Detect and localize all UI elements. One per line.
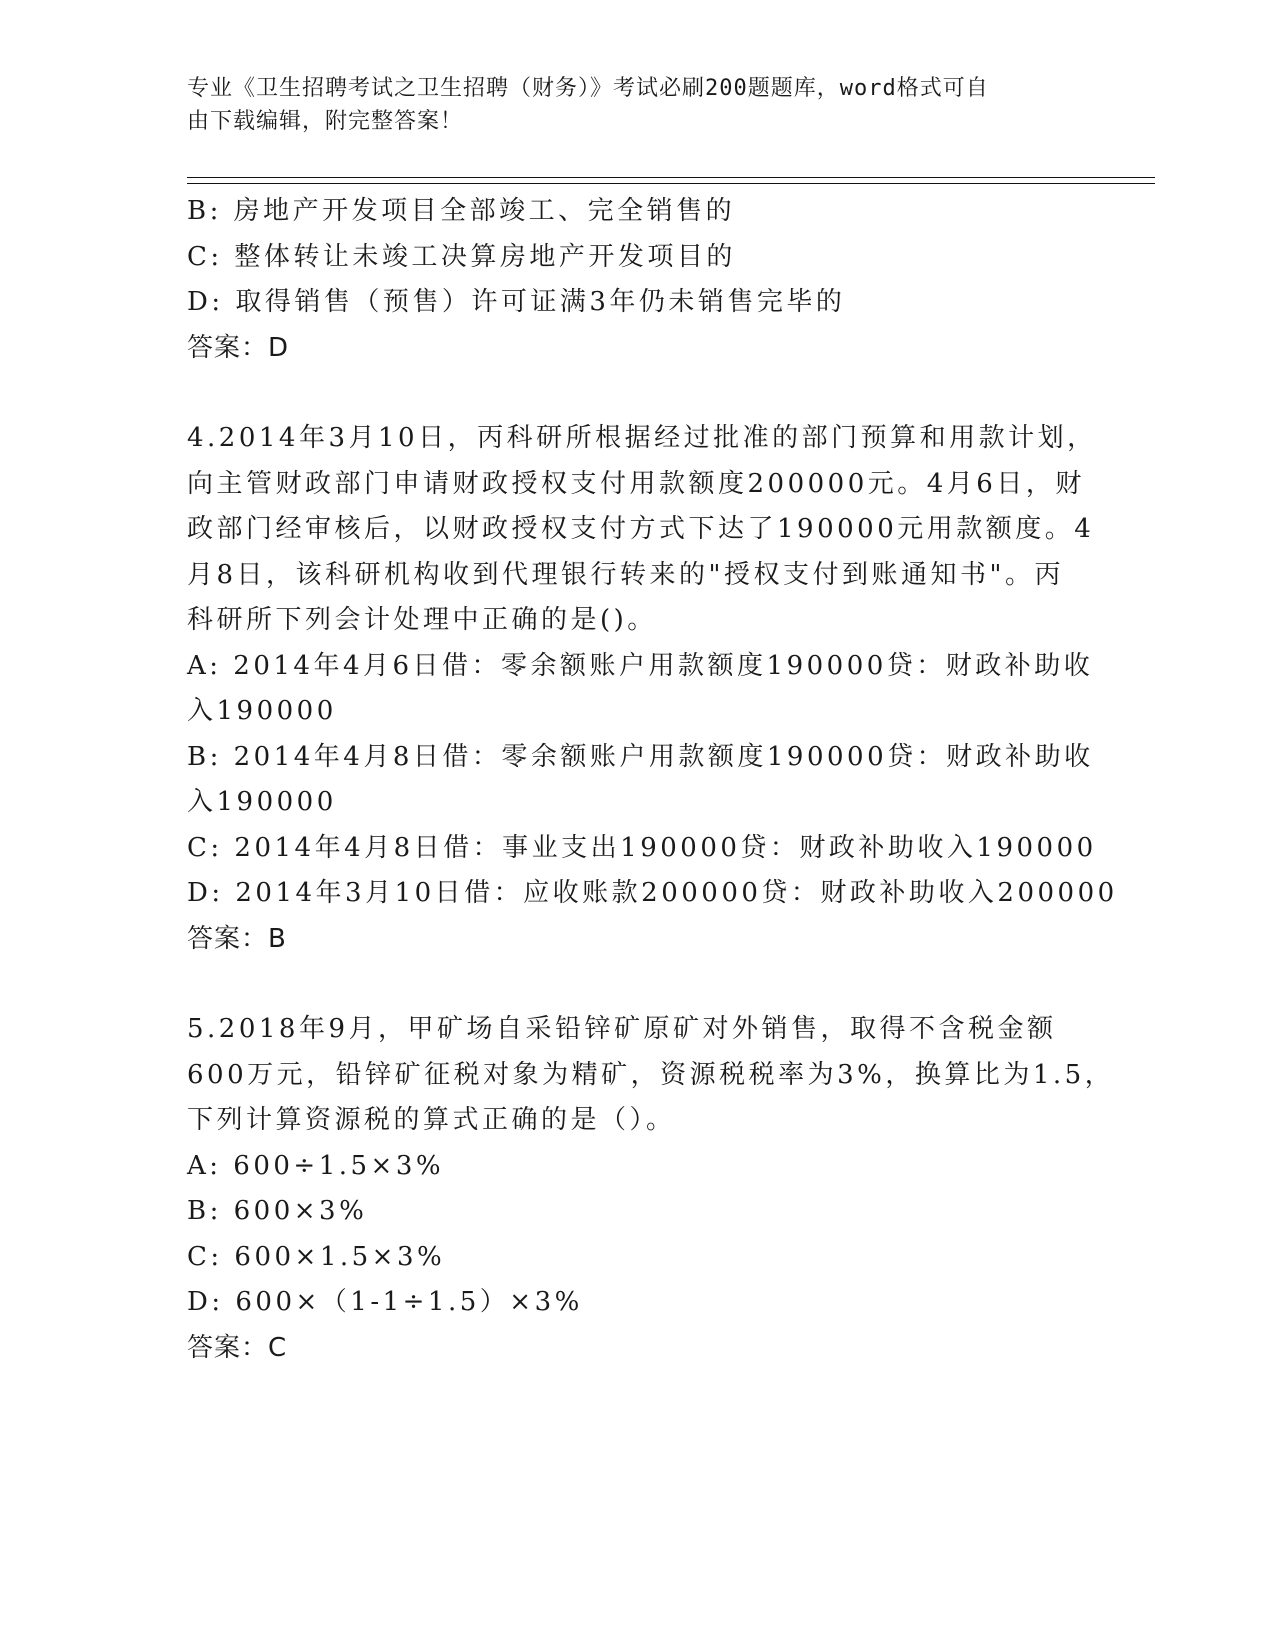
q5-option-b: B: 600×3% xyxy=(187,1196,368,1226)
q4-answer: 答案：B xyxy=(187,923,287,954)
q4-stem-line: 4.2014年3月10日，丙科研所根据经过批准的部门预算和用款计划， xyxy=(187,423,1097,453)
q4-stem-line: 科研所下列会计处理中正确的是()。 xyxy=(187,605,657,635)
q4-option-d: D: 2014年3月10日借：应收账款200000贷：财政补助收入200000 xyxy=(187,878,1118,908)
q4-option-a-cont: 入190000 xyxy=(187,696,337,726)
page-header xyxy=(187,72,1067,138)
header-divider-bottom xyxy=(187,183,1155,184)
question-5 xyxy=(187,1007,1115,1371)
q4-stem-line: 政部门经审核后，以财政授权支付方式下达了190000元用款额度。4 xyxy=(187,514,1095,544)
q4-option-b-cont: 入190000 xyxy=(187,787,337,817)
q3-option-d: D: 取得销售（预售）许可证满3年仍未销售完毕的 xyxy=(187,287,846,317)
question-3 xyxy=(187,189,1087,371)
q3-option-c: C: 整体转让未竣工决算房地产开发项目的 xyxy=(187,241,736,272)
header-divider-top xyxy=(187,177,1155,178)
header-line-2: 由下载编辑，附完整答案！ xyxy=(187,109,464,134)
q3-option-b: B: 房地产开发项目全部竣工、完全销售的 xyxy=(187,196,736,226)
q4-stem-line: 月8日，该科研机构收到代理银行转来的"授权支付到账通知书"。丙 xyxy=(187,559,1064,590)
q4-option-a: A: 2014年4月6日借：零余额账户用款额度190000贷：财政补助收 xyxy=(187,650,1094,681)
spacer xyxy=(187,371,1087,416)
q5-answer: 答案：C xyxy=(187,1332,288,1363)
q5-option-d: D: 600×（1-1÷1.5）×3% xyxy=(187,1287,583,1317)
spacer xyxy=(187,962,1087,1007)
q5-stem-line: 600万元，铅锌矿征税对象为精矿，资源税税率为3%，换算比为1.5， xyxy=(187,1059,1115,1090)
q5-option-c: C: 600×1.5×3% xyxy=(187,1241,446,1272)
q5-stem-line: 5.2018年9月，甲矿场自采铅锌矿原矿对外销售，取得不含税金额 xyxy=(187,1014,1057,1044)
q5-option-a: A: 600÷1.5×3% xyxy=(187,1150,445,1181)
q5-stem-line: 下列计算资源税的算式正确的是（）。 xyxy=(187,1105,676,1135)
document-body xyxy=(187,189,1118,1371)
q3-answer: 答案：D xyxy=(187,332,290,363)
q4-option-c: C: 2014年4月8日借：事业支出190000贷：财政补助收入190000 xyxy=(187,832,1097,863)
question-4 xyxy=(187,416,1118,962)
q4-option-b: B: 2014年4月8日借：零余额账户用款额度190000贷：财政补助收 xyxy=(187,741,1094,772)
q4-stem-line: 向主管财政部门申请财政授权支付用款额度200000元。4月6日，财 xyxy=(187,468,1085,499)
header-line-1: 专业《卫生招聘考试之卫生招聘（财务）》考试必刷200题题库，word格式可自 xyxy=(187,76,989,101)
